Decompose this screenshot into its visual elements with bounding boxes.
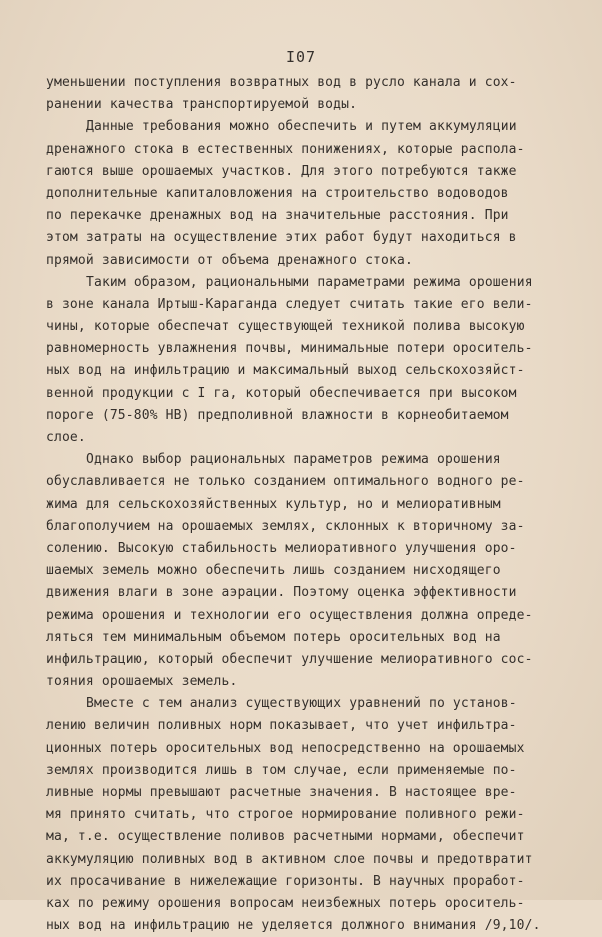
text-line: Вместе с тем анализ существующих уравнений по установ- <box>86 696 517 712</box>
text-line: инфильтрацию, который обеспечит улучшение мелиоративного сос- <box>46 651 533 667</box>
text-line: в зоне канала Иртыш-Караганда следует считать такие его вели- <box>46 296 533 312</box>
text-line: Однако выбор рациональных параметров режима орошения <box>86 452 501 468</box>
text-line: землях производится лишь в том случае, если применяемые по- <box>46 762 517 778</box>
text-line: ных вод на инфильтрацию и максимальный выход сельскохозяйст- <box>46 363 525 379</box>
text-line: режима орошения и технологии его осуществления должна опреде- <box>46 607 533 623</box>
text-line: лению величин поливных норм показывает, что учет инфильтра- <box>46 718 517 734</box>
text-line: дренажного стока в естественных понижениях, которые распола- <box>46 141 525 157</box>
text-line: слое. <box>46 430 86 445</box>
text-line: тояния орошаемых земель. <box>46 674 238 690</box>
text-line: чины, которые обеспечат существующей техникой полива высокую <box>46 319 525 335</box>
text-line: шаемых земель можно обеспечить лишь созданием нисходящего <box>46 563 501 579</box>
text-line: ранении качества транспортируемой воды. <box>46 97 358 113</box>
text-line: дополнительные капиталовложения на строительство водоводов <box>46 185 509 201</box>
paragraph-4 <box>46 449 586 693</box>
text-line: ливные нормы превышают расчетные значения. В настоящее вре- <box>46 785 517 800</box>
paragraph-5 <box>46 693 586 937</box>
text-line: ных вод на инфильтрацию не уделяется должного внимания /9,10/. <box>46 918 541 934</box>
text-line: пороге (75-80% НВ) предполивной влажности в корнеобитаемом <box>46 407 509 423</box>
text-line: по перекачке дренажных вод на значительные расстояния. При <box>46 208 509 224</box>
text-line: равномерность увлажнения почвы, минимальные потери ороситель- <box>46 341 533 357</box>
text-line: ляться тем минимальным объемом потерь оросительных вод на <box>46 629 501 645</box>
text-line: обуславливается не только созданием оптимального водного ре- <box>46 474 525 490</box>
text-line: прямой зависимости от объема дренажного стока. <box>46 252 413 268</box>
text-line: ционных потерь оросительных вод непосредственно на орошаемых <box>46 740 525 756</box>
text-line: жима для сельскохозяйственных культур, но и мелиоративным <box>46 496 501 512</box>
body-text <box>46 72 586 937</box>
text-line: уменьшении поступления возвратных вод в русло канала и сох- <box>46 75 517 90</box>
text-line: солению. Высокую стабильность мелиоративного улучшения оро- <box>46 540 517 556</box>
text-line: движения влаги в зоне аэрации. Поэтому оценка эффективности <box>46 585 517 601</box>
text-line: мя принято считать, что строгое нормирование поливного режи- <box>46 807 525 823</box>
text-line: аккумуляцию поливных вод в активном слое почвы и предотвратит <box>46 851 533 867</box>
text-line: венной продукции с I га, который обеспечивается при высоком <box>46 385 517 401</box>
page-number: I07 <box>285 48 317 66</box>
paragraph-1 <box>46 72 586 116</box>
text-line: ма, т.е. осуществление поливов расчетными нормами, обеспечит <box>46 829 525 845</box>
text-line: гаются выше орошаемых участков. Для этого потребуются также <box>46 163 517 179</box>
text-line: благополучием на орошаемых землях, склонных к вторичному за- <box>46 518 525 534</box>
paragraph-2 <box>46 116 586 271</box>
text-line: этом затраты на осуществление этих работ будут находиться в <box>46 230 517 246</box>
text-line: Данные требования можно обеспечить и путем аккумуляции <box>86 119 517 135</box>
text-line: ках по режиму орошения вопросам неизбежных потерь ороситель- <box>46 895 525 911</box>
text-line: их просачивание в нижележащие горизонты. В научных проработ- <box>46 873 525 889</box>
text-line: Таким образом, рациональными параметрами режима орошения <box>86 274 533 290</box>
paragraph-3 <box>46 272 586 450</box>
